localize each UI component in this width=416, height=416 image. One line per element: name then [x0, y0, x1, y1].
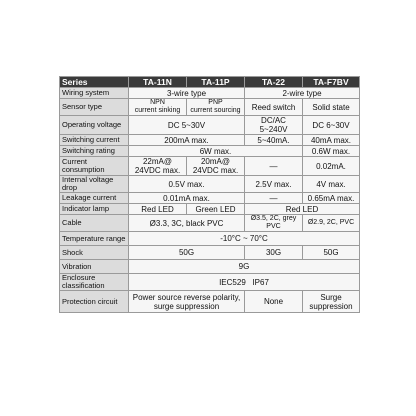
encl-label: Enclosure classification [60, 274, 129, 291]
opvolt-row [60, 116, 360, 135]
opvolt-label: Operating voltage [60, 116, 129, 135]
swcur-label: Switching current [60, 135, 129, 146]
wiring-two-wire: 2-wire type [245, 88, 360, 99]
cons-npn-cell [129, 157, 187, 176]
sensor-row [60, 99, 360, 116]
cable-row [60, 215, 360, 232]
temp-row [60, 232, 360, 246]
shock-label: Shock [60, 246, 129, 260]
model-ta-11n-header: TA-11N [129, 77, 187, 88]
shock-ta11: 50G [129, 246, 245, 260]
wiring-row [60, 88, 360, 99]
swrate-label: Switching rating [60, 146, 129, 157]
cons-ta22: — [245, 157, 303, 176]
encl-all [129, 274, 360, 291]
encl-row [60, 274, 360, 291]
cons-pnp-cell [187, 157, 245, 176]
prot-ta22: None [245, 291, 303, 313]
encl-ip: IP67 [252, 277, 269, 287]
model-ta-22-header: TA-22 [245, 77, 303, 88]
sensor-npn-sub: current sinking [134, 107, 181, 114]
leak-label: Leakage current [60, 193, 129, 204]
cable-ta22: Ø3.5, 2C, grey PVC [245, 215, 303, 232]
leak-ta11: 0.01mA max. [129, 193, 245, 204]
leak-ta22: — [245, 193, 303, 204]
cable-taf7: Ø2.9, 2C, PVC [303, 215, 360, 232]
spec-table [59, 76, 360, 313]
lamp-label: Indicator lamp [60, 204, 129, 215]
sensor-pnp: PNP [208, 99, 223, 106]
swcur-ta22: 5~40mA. [245, 135, 303, 146]
temp-all: -10°C ~ 70°C [129, 232, 360, 246]
cons-pnp-2: 24VDC max. [192, 166, 239, 175]
leak-row [60, 193, 360, 204]
lamp-npn: Red LED [129, 204, 187, 215]
vdrop-taf7: 4V max. [303, 176, 360, 193]
lamp-pnp: Green LED [187, 204, 245, 215]
swrate-taf7: 0.6W max. [303, 146, 360, 157]
vib-all: 9G [129, 260, 360, 274]
opvolt-taf7: DC 6~30V [303, 116, 360, 135]
wiring-three-wire: 3-wire type [129, 88, 245, 99]
header-row [60, 77, 360, 88]
leak-taf7: 0.65mA max. [303, 193, 360, 204]
vdrop-label: Internal voltage drop [60, 176, 129, 193]
swrate-common: 6W max. [129, 146, 303, 157]
cons-taf7: 0.02mA. [303, 157, 360, 176]
vdrop-ta11: 0.5V max. [129, 176, 245, 193]
sensor-pnp-cell [187, 99, 245, 116]
prot-ta11: Power source reverse polarity, surge suppression [129, 291, 245, 313]
shock-ta22: 30G [245, 246, 303, 260]
series-header: Series [60, 77, 129, 88]
cons-npn-2: 24VDC max. [134, 166, 181, 175]
shock-row [60, 246, 360, 260]
cons-pnp-1: 20mA@ [200, 157, 231, 166]
cons-npn-1: 22mA@ [142, 157, 173, 166]
prot-label: Protection circuit [60, 291, 129, 313]
wiring-label: Wiring system [60, 88, 129, 99]
model-ta-11p-header: TA-11P [187, 77, 245, 88]
lamp-row [60, 204, 360, 215]
opvolt-ta11: DC 5~30V [129, 116, 245, 135]
swcur-taf7: 40mA max. [303, 135, 360, 146]
cons-row [60, 157, 360, 176]
sensor-label: Sensor type [60, 99, 129, 116]
sensor-npn-cell [129, 99, 187, 116]
opvolt-ta22: DC/AC 5~240V [245, 116, 303, 135]
model-ta-f7bv-header: TA-F7BV [303, 77, 360, 88]
lamp-two-wire: Red LED [245, 204, 360, 215]
cons-label: Current consumption [60, 157, 129, 176]
sensor-solid: Solid state [303, 99, 360, 116]
swcur-row [60, 135, 360, 146]
cable-label: Cable [60, 215, 129, 232]
sensor-npn: NPN [150, 99, 165, 106]
prot-taf7: Surge suppression [303, 291, 360, 313]
vib-label: Vibration [60, 260, 129, 274]
temp-label: Temperature range [60, 232, 129, 246]
shock-taf7: 50G [303, 246, 360, 260]
sensor-reed: Reed switch [245, 99, 303, 116]
prot-row [60, 291, 360, 313]
vdrop-ta22: 2.5V max. [245, 176, 303, 193]
sensor-pnp-sub: current sourcing [190, 107, 241, 114]
swrate-row [60, 146, 360, 157]
encl-iec: IEC529 [219, 277, 246, 287]
cable-ta11: Ø3.3, 3C, black PVC [129, 215, 245, 232]
vdrop-row [60, 176, 360, 193]
vib-row [60, 260, 360, 274]
swcur-ta11: 200mA max. [129, 135, 245, 146]
